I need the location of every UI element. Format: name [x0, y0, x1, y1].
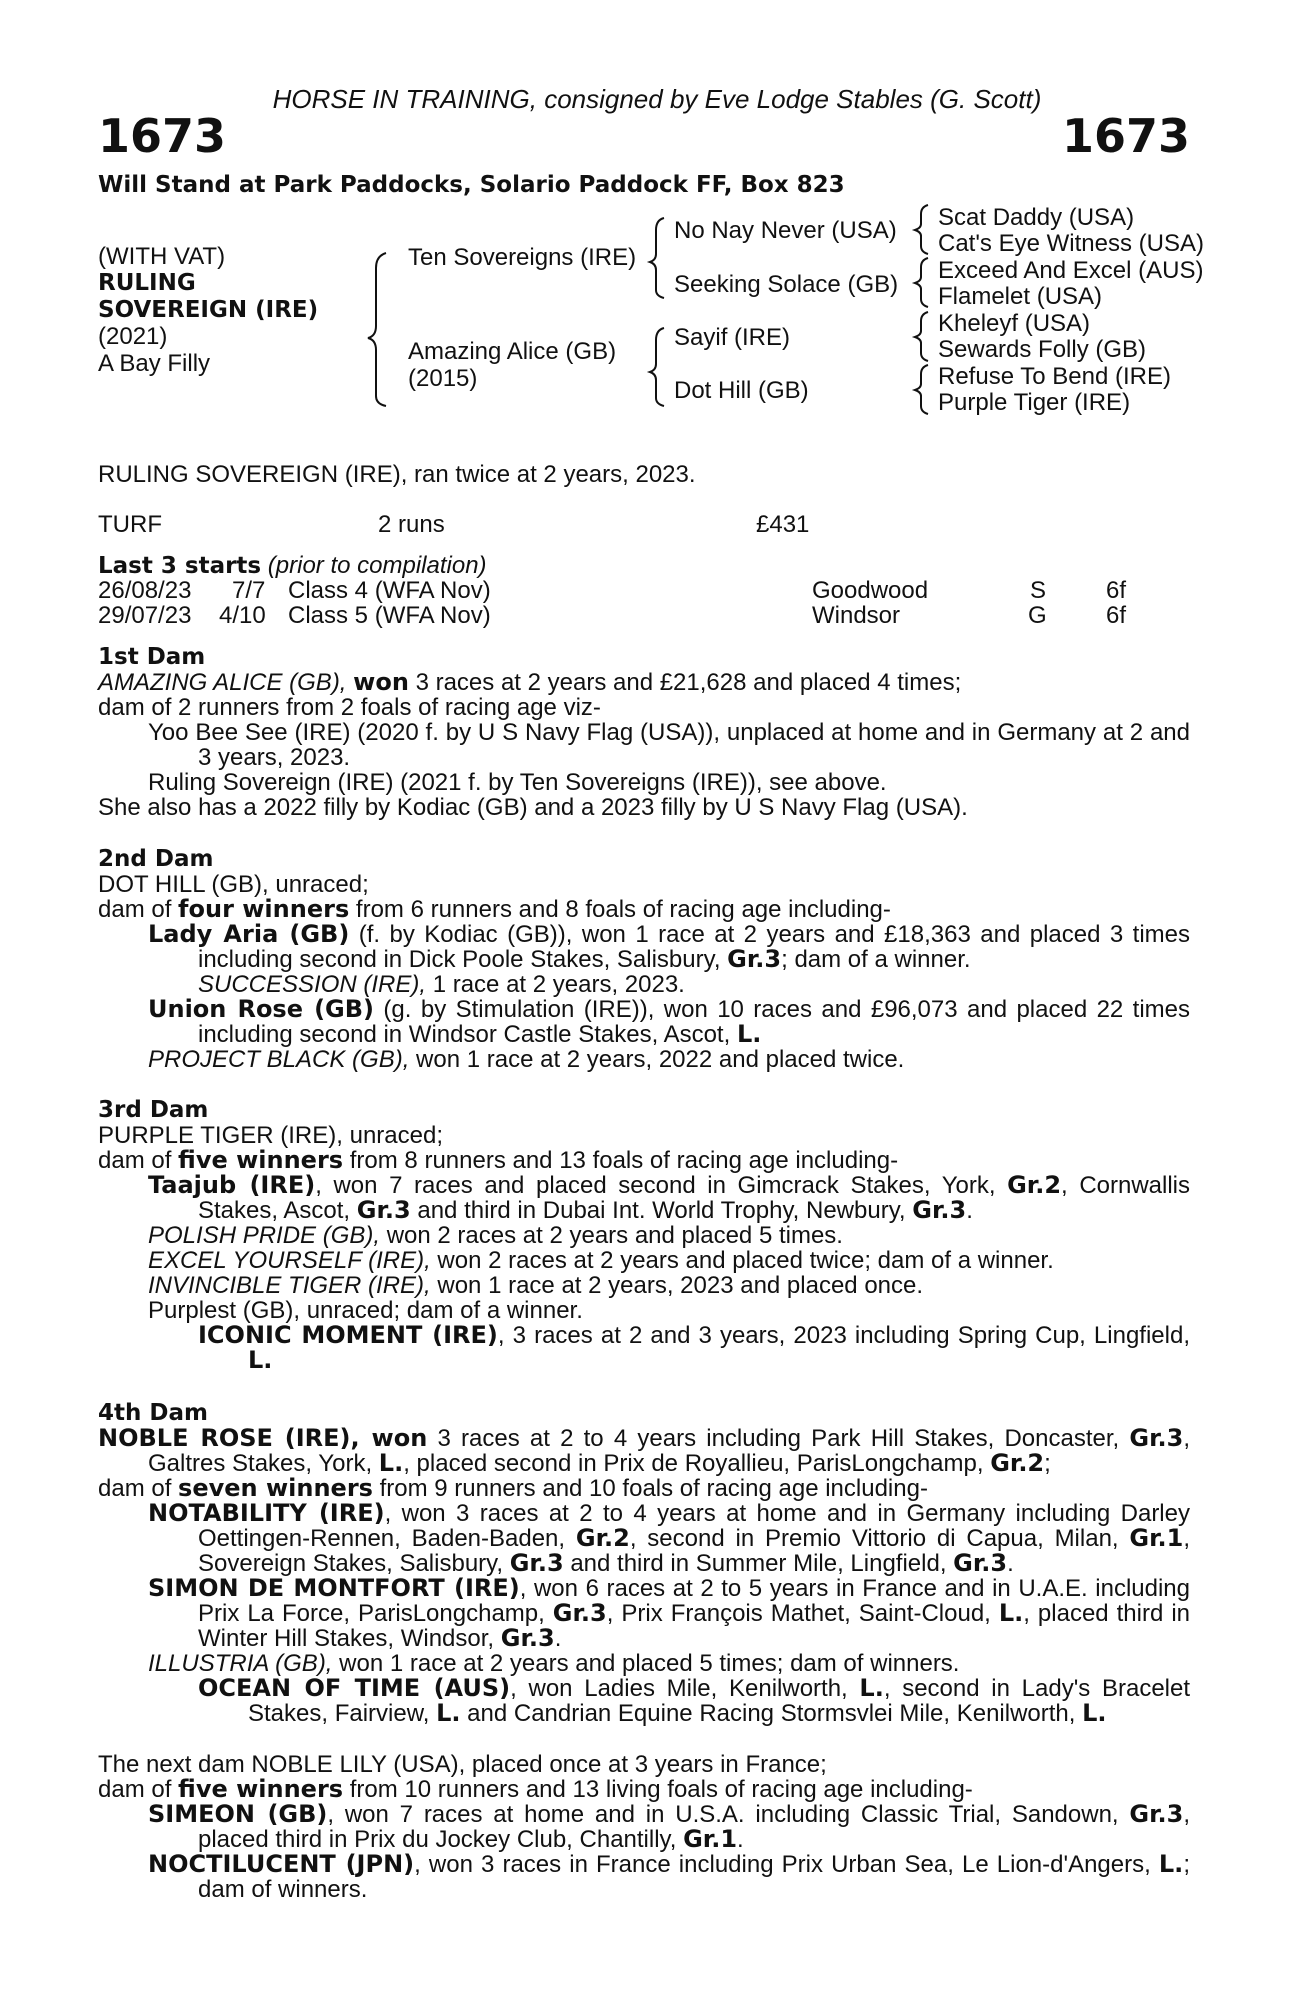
text: won 2 races at 2 years and placed twice; dam of a winner.: [430, 1247, 1054, 1274]
pedigree-dam-sire: Sayif (IRE): [674, 324, 791, 351]
start-row-course: Goodwood: [812, 577, 929, 604]
produce-entry: [98, 1223, 1190, 1248]
text: , won 3 races in France including Prix Urban Sea, Le Lion-d'Angers,: [414, 1851, 1159, 1878]
text: , placed third in Winter Hill Stakes, Windsor,: [198, 1600, 1190, 1652]
grade: L.: [1082, 1699, 1107, 1727]
grade: Gr.1: [1129, 1524, 1184, 1552]
horse-description: A Bay Filly: [98, 350, 211, 377]
text: from 9 runners and 10 foals of racing age including-: [372, 1475, 928, 1502]
produce-entry: [98, 1802, 1190, 1852]
next-dam-section: [98, 1752, 1190, 1902]
grade: Gr.3: [1129, 1800, 1184, 1828]
text: .: [554, 1625, 562, 1652]
grade: Gr.3: [912, 1196, 967, 1224]
grade: Gr.3: [500, 1624, 555, 1652]
third-dam-line1: PURPLE TIGER (IRE), unraced;: [98, 1122, 443, 1149]
fourth-dam-record: [98, 1426, 1190, 1476]
produce-entry: [98, 972, 1190, 997]
last-starts-title: Last 3 starts: [98, 553, 262, 579]
pedigree-sire-dam: Seeking Solace (GB): [674, 271, 899, 298]
text: , 3 races at 2 and 3 years, 2023 including Spring Cup, Lingfield,: [497, 1322, 1191, 1349]
grade: Gr.3: [1129, 1424, 1184, 1452]
horse-name: Taajub (IRE): [148, 1171, 316, 1199]
first-dam-produce-line: dam of 2 runners from 2 foals of racing age viz-: [98, 694, 601, 721]
grade: Gr.2: [575, 1524, 630, 1552]
produce-entry: [98, 1047, 1190, 1072]
horse-name: Lady Aria (GB): [148, 920, 350, 948]
horse-name: PROJECT BLACK (GB),: [148, 1046, 410, 1073]
last-starts-heading: [98, 553, 487, 579]
pedigree-g2: Cat's Eye Witness (USA): [938, 230, 1204, 257]
grade: Gr.3: [356, 1196, 411, 1224]
grade: L.: [998, 1599, 1024, 1627]
winners-count: four winners: [178, 895, 350, 923]
first-dam-name: AMAZING ALICE (GB),: [98, 669, 347, 696]
text: , Prix François Mathet, Saint-Cloud,: [606, 1600, 999, 1627]
horse-name: SIMEON (GB): [148, 1800, 328, 1828]
produce-entry: [98, 1501, 1190, 1576]
horse-name: Union Rose (GB): [148, 995, 375, 1023]
produce-entry: Yoo Bee See (IRE) (2020 f. by U S Navy Flag (USA)), unplaced at home and in Germany at 2 and 3 years, 2023.: [148, 719, 1190, 771]
start-row-race: Class 5 (WFA Nov): [288, 602, 491, 629]
grade: Gr.2: [990, 1449, 1045, 1477]
pedigree-g8: Purple Tiger (IRE): [938, 389, 1131, 416]
text: .: [966, 1197, 973, 1224]
text: won 1 race at 2 years, 2022 and placed twice.: [409, 1046, 905, 1073]
produce-entry: [98, 1273, 1190, 1298]
lot-number-right: 1673: [1061, 109, 1190, 163]
grade: L.: [436, 1699, 461, 1727]
produce-entry: Purplest (GB), unraced; dam of a winner.: [148, 1297, 583, 1324]
horse-name: NOBLE ROSE (IRE),: [98, 1424, 360, 1452]
second-dam-line1: DOT HILL (GB), unraced;: [98, 871, 369, 898]
text: , won 7 races and placed second in Gimcrack Stakes, York,: [315, 1172, 1008, 1199]
pedigree-sire: Ten Sovereigns (IRE): [408, 244, 637, 271]
fourth-dam-section: [98, 1400, 1190, 1726]
produce-entry: [98, 1676, 1190, 1726]
won-label: won: [359, 1424, 428, 1452]
text: , second in Lady's Bracelet Stakes, Fairview,: [248, 1675, 1191, 1727]
pedigree-g6: Sewards Folly (GB): [938, 336, 1147, 363]
pedigree-g1: Scat Daddy (USA): [938, 204, 1135, 231]
produce-entry: [98, 1323, 1190, 1373]
grade: L.: [736, 1020, 762, 1048]
text: , won 3 races at 2 to 4 years at home and in Germany including Darley Oettingen-Rennen, Baden-Baden,: [198, 1500, 1190, 1552]
winners-count: seven winners: [178, 1474, 373, 1502]
horse-name: SIMON DE MONTFORT (IRE): [148, 1574, 520, 1602]
start-row-course: Windsor: [812, 602, 901, 629]
text: (f. by Kodiac (GB)), won 1 race at 2 years and £18,363 and placed 3 times including second in Dick Poole Stakes, Salisbury,: [198, 921, 1190, 973]
text: , second in Premio Vittorio di Capua, Milan,: [629, 1525, 1130, 1552]
pedigree-g3: Exceed And Excel (AUS): [938, 257, 1204, 284]
third-dam-section: [98, 1097, 1190, 1373]
text: , Galtres Stakes, York,: [148, 1425, 1190, 1477]
horse-name: OCEAN OF TIME (AUS): [198, 1674, 511, 1702]
text: dam of: [98, 1776, 179, 1803]
horse-name-line1: RULING: [98, 270, 196, 296]
produce-entry: [98, 997, 1190, 1047]
text: from 6 runners and 8 foals of racing age including-: [349, 896, 891, 923]
second-dam-heading: 2nd Dam: [98, 846, 214, 872]
horse-name: NOTABILITY (IRE): [148, 1499, 385, 1527]
start-row-pos: 7/7: [232, 577, 266, 604]
produce-entry: [98, 1173, 1190, 1223]
text: ;: [1044, 1450, 1051, 1477]
grade: Gr.3: [727, 945, 782, 973]
horse-name: POLISH PRIDE (GB),: [148, 1222, 381, 1249]
first-dam-record: 3 races at 2 years and £21,628 and placed 4 times;: [408, 669, 962, 696]
pedigree-g4: Flamelet (USA): [938, 283, 1103, 310]
race-summary: RULING SOVEREIGN (IRE), ran twice at 2 years, 2023.: [98, 461, 696, 488]
grade: L.: [859, 1674, 884, 1702]
start-row-date: 26/08/23: [98, 577, 192, 604]
horse-name: NOCTILUCENT (JPN): [148, 1850, 415, 1878]
produce-entry: [98, 1248, 1190, 1273]
start-row-distance: 6f: [1106, 577, 1127, 604]
vat-note: (WITH VAT): [98, 243, 226, 270]
text: , placed second in Prix de Royallieu, ParisLongchamp,: [403, 1450, 991, 1477]
start-row-date: 29/07/23: [98, 602, 192, 629]
horse-name-line2: SOVEREIGN (IRE): [98, 297, 319, 323]
text: (g. by Stimulation (IRE)), won 10 races and £96,073 and placed 22 times including second in Windsor Castle Stakes, Ascot,: [198, 996, 1191, 1048]
horse-year: (2021): [98, 323, 168, 350]
produce-entry: [98, 922, 1190, 972]
text: 3 races at 2 to 4 years including Park Hill Stakes, Doncaster,: [427, 1425, 1130, 1452]
text: from 8 runners and 13 foals of racing age including-: [343, 1147, 899, 1174]
text: won 1 race at 2 years, 2023 and placed once.: [430, 1272, 924, 1299]
first-dam-heading: 1st Dam: [98, 644, 206, 670]
record-runs: 2 runs: [378, 511, 445, 538]
text: won 1 race at 2 years and placed 5 times; dam of winners.: [332, 1650, 960, 1677]
winners-count: five winners: [178, 1775, 344, 1803]
grade: L.: [248, 1346, 273, 1374]
text: .: [1007, 1550, 1014, 1577]
record-earnings: £431: [756, 511, 810, 538]
next-dam-line1: The next dam NOBLE LILY (USA), placed once at 3 years in France;: [98, 1751, 827, 1778]
stand-location: Will Stand at Park Paddocks, Solario Paddock FF, Box 823: [98, 172, 845, 198]
first-dam-note: She also has a 2022 filly by Kodiac (GB) and a 2023 filly by U S Navy Flag (USA).: [98, 794, 968, 821]
last-starts-note: (prior to compilation): [267, 552, 487, 579]
pedigree-dam: Amazing Alice (GB): [408, 338, 617, 365]
first-dam-section: [98, 644, 1190, 820]
won-label: won: [353, 668, 409, 696]
start-row-going: S: [1030, 577, 1047, 604]
produce-entry: [98, 1651, 1190, 1676]
text: 1 race at 2 years, 2023.: [426, 971, 685, 998]
produce-entry: [98, 1576, 1190, 1651]
text: dam of: [98, 1147, 179, 1174]
start-row-distance: 6f: [1106, 602, 1127, 629]
text: , won 7 races at home and in U.S.A. including Classic Trial, Sandown,: [327, 1801, 1130, 1828]
grade: Gr.2: [1007, 1171, 1062, 1199]
text: and Candrian Equine Racing Stormsvlei Mile, Kenilworth,: [460, 1700, 1083, 1727]
text: from 10 runners and 13 living foals of racing age including-: [343, 1776, 973, 1803]
pedigree-dam-dam: Dot Hill (GB): [674, 377, 809, 404]
lot-number-left: 1673: [98, 109, 227, 163]
third-dam-heading: 3rd Dam: [98, 1097, 209, 1123]
horse-name: SUCCESSION (IRE),: [198, 971, 427, 998]
winners-count: five winners: [178, 1146, 344, 1174]
fourth-dam-heading: 4th Dam: [98, 1400, 208, 1426]
pedigree-sire-sire: No Nay Never (USA): [674, 217, 897, 244]
grade: Gr.3: [552, 1599, 607, 1627]
text: , Cornwallis Stakes, Ascot,: [198, 1172, 1191, 1224]
text: dam of: [98, 896, 179, 923]
pedigree-dam-year: (2015): [408, 365, 478, 392]
text: ; dam of a winner.: [781, 946, 971, 973]
text: and third in Dubai Int. World Trophy, Newbury,: [410, 1197, 913, 1224]
text: , won 6 races at 2 to 5 years in France and in U.A.E. including Prix La Force, ParisLongchamp,: [198, 1575, 1190, 1627]
text: , won Ladies Mile, Kenilworth,: [510, 1675, 860, 1702]
consignment-line: HORSE IN TRAINING, consigned by Eve Lodge Stables (G. Scott): [272, 84, 1042, 114]
text: and third in Summer Mile, Lingfield,: [563, 1550, 954, 1577]
text: , placed third in Prix du Jockey Club, Chantilly,: [198, 1801, 1190, 1853]
record-surface: TURF: [98, 511, 162, 538]
produce-entry: Ruling Sovereign (IRE) (2021 f. by Ten Sovereigns (IRE)), see above.: [148, 769, 887, 796]
horse-name: ILLUSTRIA (GB),: [148, 1650, 333, 1677]
horse-name: INVINCIBLE TIGER (IRE),: [148, 1272, 431, 1299]
start-row-going: G: [1028, 602, 1047, 629]
text: .: [737, 1826, 744, 1853]
horse-name: ICONIC MOMENT (IRE): [198, 1321, 498, 1349]
grade: L.: [1158, 1850, 1184, 1878]
start-row-race: Class 4 (WFA Nov): [288, 577, 491, 604]
grade: Gr.3: [953, 1549, 1008, 1577]
text: won 2 races at 2 years and placed 5 times.: [380, 1222, 843, 1249]
second-dam-section: [98, 846, 1190, 1072]
grade: L.: [378, 1449, 404, 1477]
pedigree-g5: Kheleyf (USA): [938, 310, 1091, 337]
pedigree-g7: Refuse To Bend (IRE): [938, 363, 1172, 390]
grade: Gr.1: [683, 1825, 738, 1853]
start-row-pos: 4/10: [219, 602, 266, 629]
grade: Gr.3: [509, 1549, 564, 1577]
produce-entry: [98, 1852, 1190, 1902]
text: , Sovereign Stakes, Salisbury,: [198, 1525, 1191, 1577]
text: dam of: [98, 1475, 179, 1502]
text: ; dam of winners.: [198, 1851, 1190, 1903]
horse-name: EXCEL YOURSELF (IRE),: [148, 1247, 431, 1274]
